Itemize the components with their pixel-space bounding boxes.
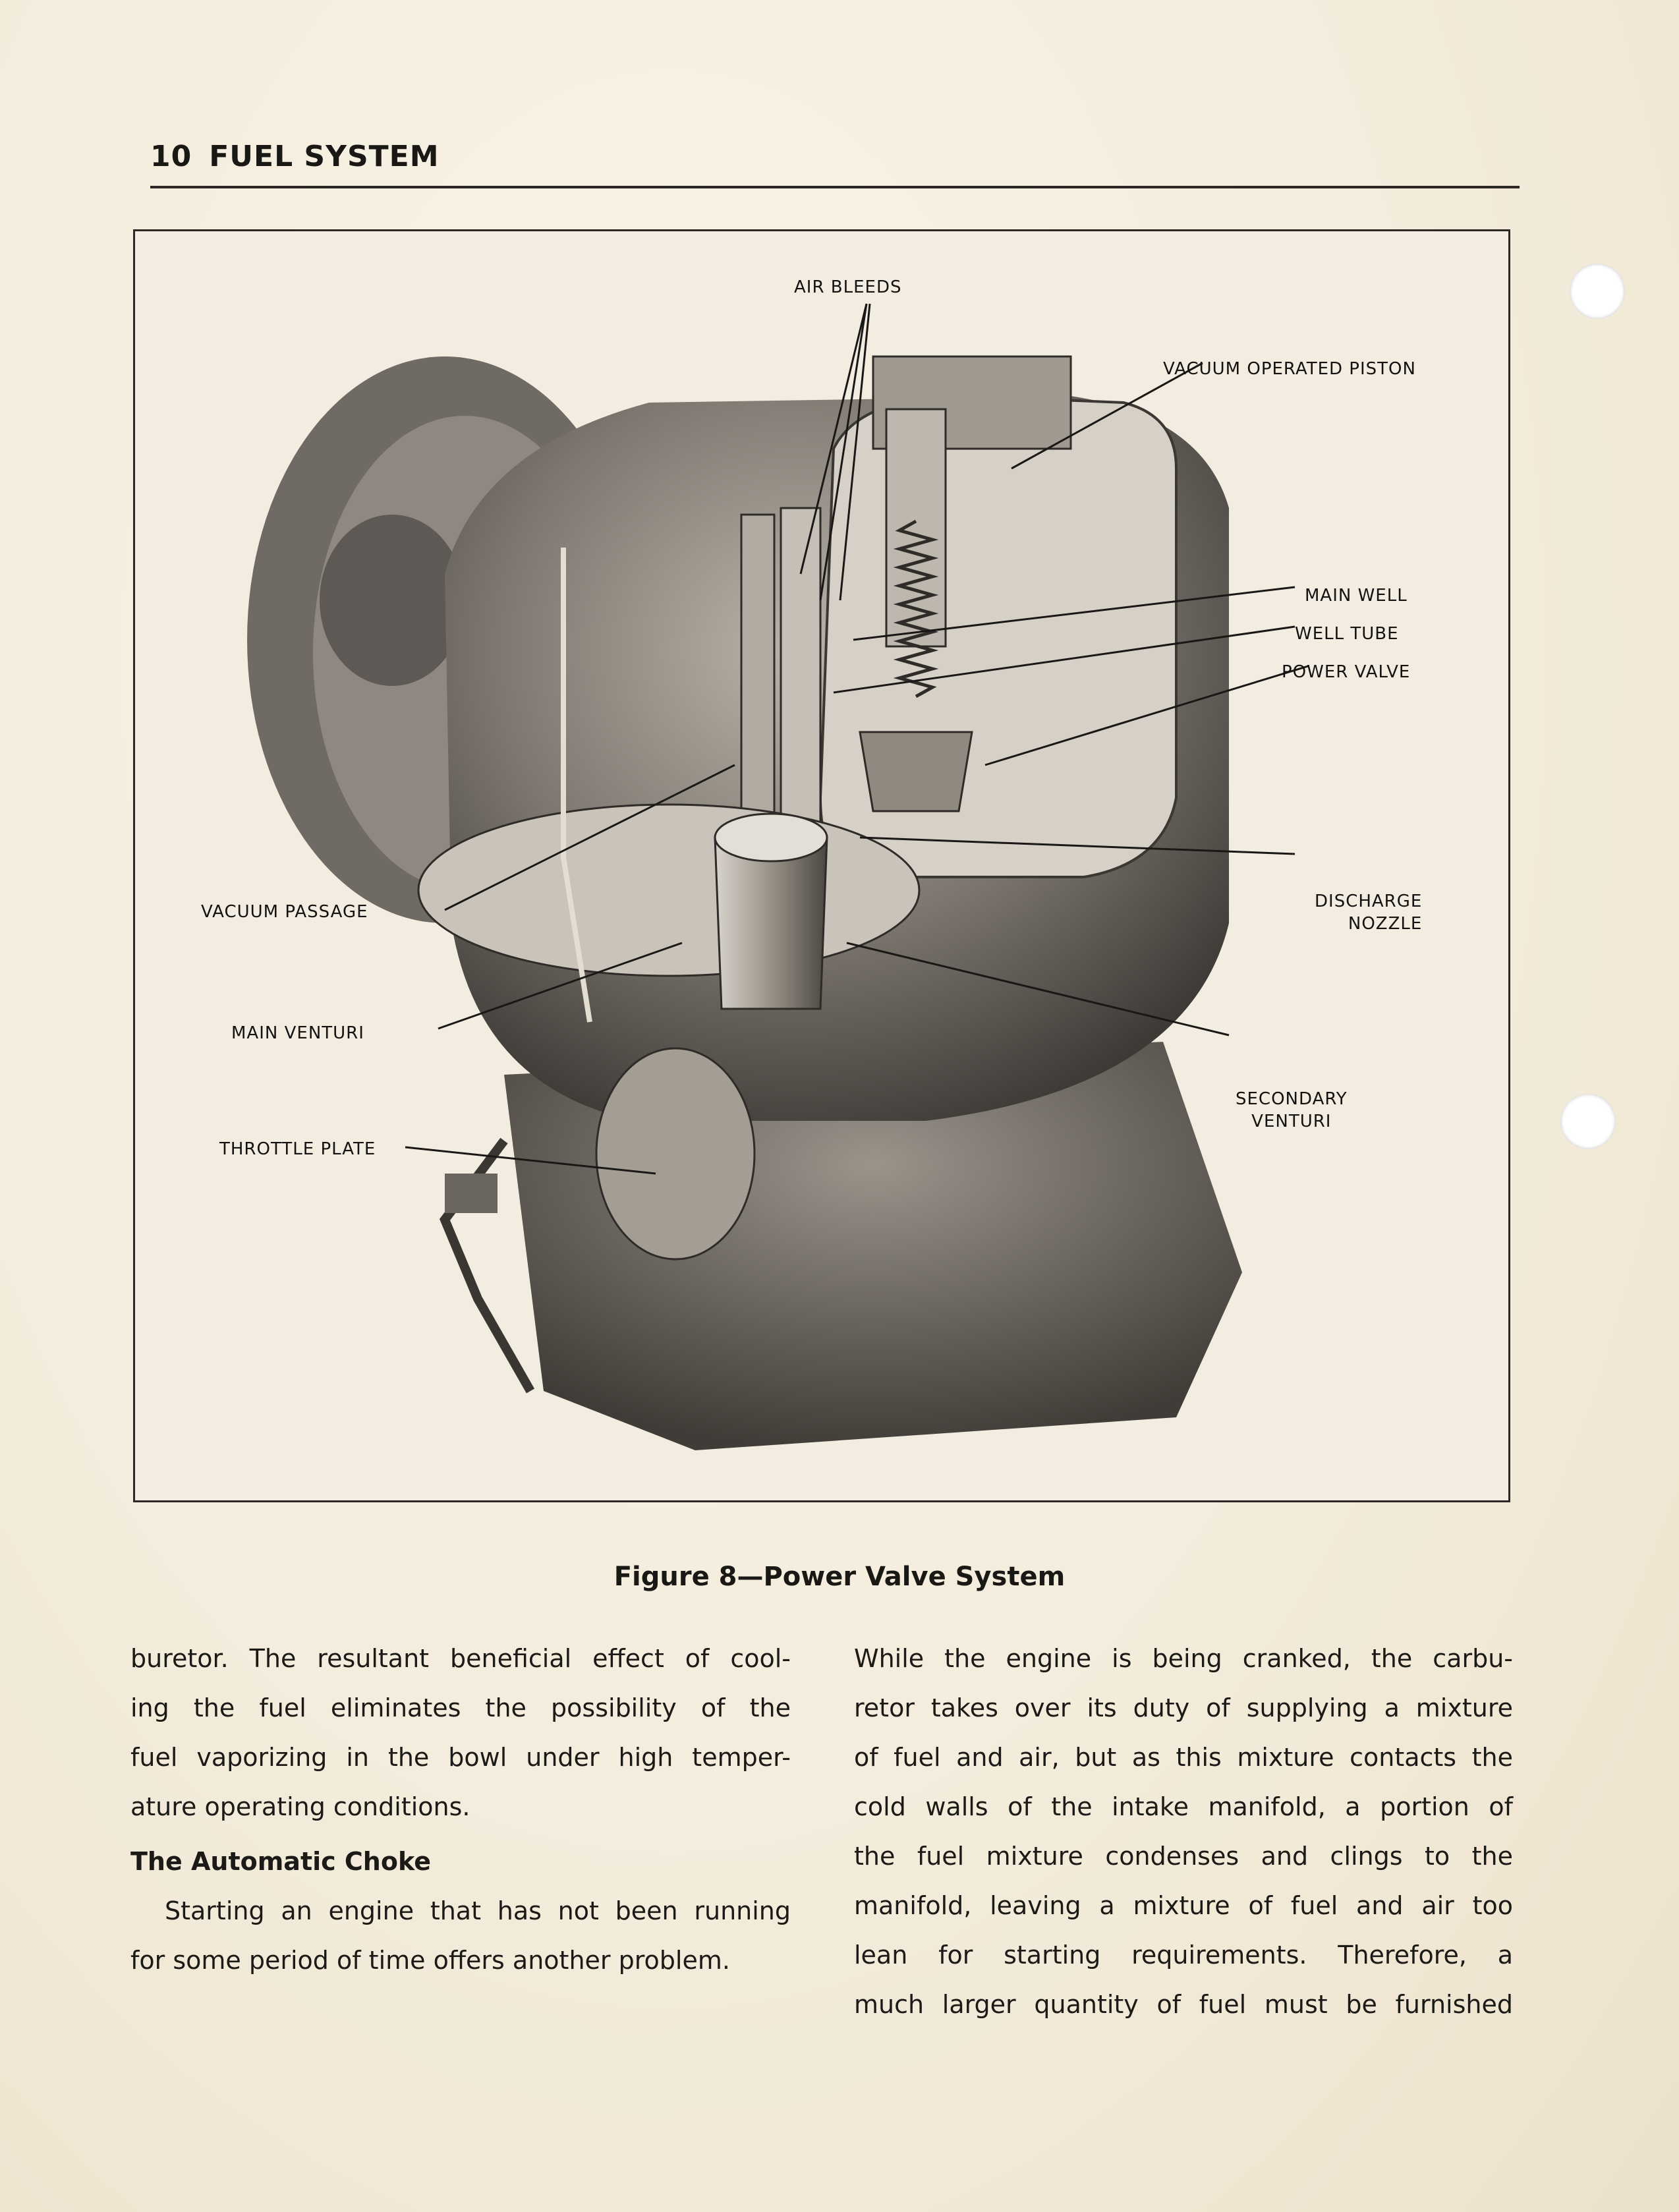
- label-air-bleeds: AIR BLEEDS: [794, 277, 902, 297]
- label-secondary-line1: SECONDARY: [1236, 1089, 1348, 1109]
- right-line: cold walls of the intake manifold, a portion of: [854, 1792, 1513, 1821]
- label-vacuum-operated-piston: VACUUM OPERATED PISTON: [1163, 359, 1416, 379]
- label-discharge-line1: DISCHARGE: [1315, 892, 1423, 911]
- left-line: ing the fuel eliminates the possibility of the: [130, 1693, 791, 1722]
- header-rule: [150, 186, 1520, 188]
- subheading-automatic-choke: The Automatic Choke: [130, 1847, 431, 1876]
- binder-hole-top: [1570, 264, 1625, 319]
- label-power-valve: POWER VALVE: [1282, 662, 1411, 682]
- right-line: retor takes over its duty of supplying a mixture: [854, 1693, 1513, 1722]
- page-number: 10: [150, 140, 192, 173]
- section-title: FUEL SYSTEM: [209, 140, 440, 173]
- label-throttle-plate: THROTTLE PLATE: [219, 1139, 376, 1159]
- right-line: While the engine is being cranked, the carbu-: [854, 1644, 1513, 1673]
- left-line: fuel vaporizing in the bowl under high temper-: [130, 1743, 791, 1772]
- right-column: [854, 1634, 1513, 2029]
- left-column: [130, 1634, 791, 1985]
- right-line: of fuel and air, but as this mixture contacts the: [854, 1743, 1513, 1772]
- main-venturi-shape: [418, 805, 919, 976]
- label-well-tube: WELL TUBE: [1295, 624, 1399, 644]
- label-main-well: MAIN WELL: [1305, 586, 1408, 606]
- left-line: buretor. The resultant beneficial effect of cool-: [130, 1644, 791, 1673]
- right-line: the fuel mixture condenses and clings to the: [854, 1842, 1513, 1871]
- figure-frame: [133, 229, 1510, 1502]
- right-line: much larger quantity of fuel must be furnished: [854, 1990, 1513, 2019]
- secondary-venturi-shape: [715, 837, 827, 1009]
- carburetor-illustration: [135, 231, 1508, 1500]
- well-tube-shape: [781, 508, 820, 851]
- right-line: lean for starting requirements. Therefore, a: [854, 1941, 1513, 1970]
- label-main-venturi: MAIN VENTURI: [231, 1023, 364, 1043]
- figure-caption: Figure 8—Power Valve System: [613, 1562, 1066, 1592]
- page-header: [150, 140, 440, 173]
- label-secondary-line2: VENTURI: [1251, 1112, 1332, 1131]
- binder-hole-bottom: [1560, 1094, 1616, 1149]
- left-line: ature operating conditions.: [130, 1792, 470, 1821]
- right-line: manifold, leaving a mixture of fuel and air too: [854, 1891, 1513, 1920]
- label-secondary-venturi: [1236, 1088, 1348, 1133]
- choke-housing-shape: [320, 515, 465, 686]
- throttle-plate-shape: [596, 1048, 754, 1259]
- label-discharge-line2: NOZZLE: [1348, 914, 1423, 934]
- left-line: for some period of time offers another problem.: [130, 1946, 730, 1975]
- left-line: Starting an engine that has not been running: [165, 1896, 791, 1925]
- label-vacuum-passage: VACUUM PASSAGE: [201, 902, 368, 922]
- label-discharge-nozzle: [1315, 890, 1422, 935]
